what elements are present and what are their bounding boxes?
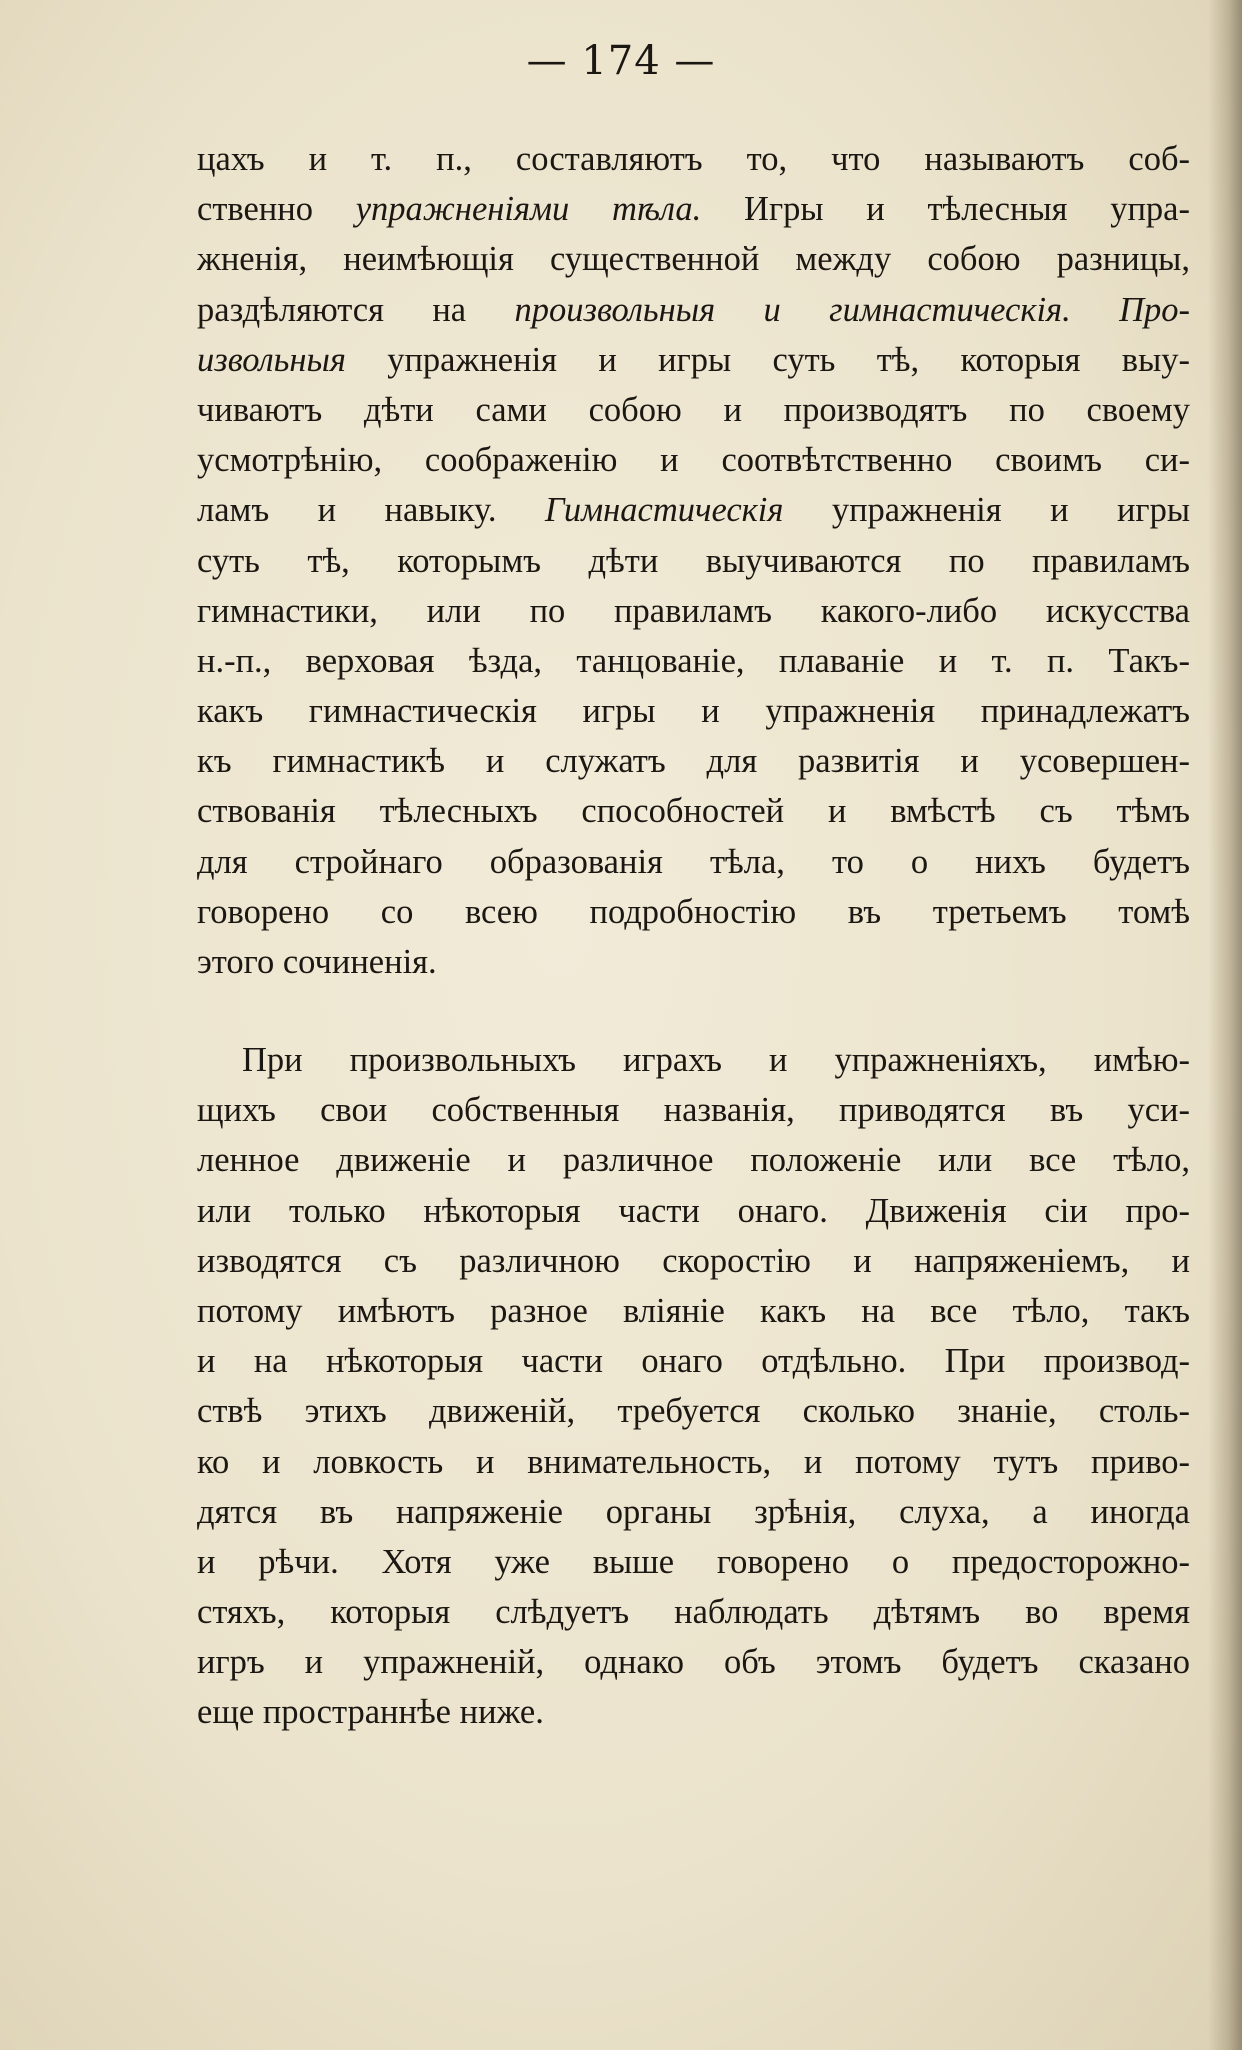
- text-line: [197, 1437, 1190, 1487]
- text-segment: дятся въ напряженіе органы зрѣнія, слуха, а иногда: [197, 1492, 1190, 1531]
- text-segment: какъ гимнастическія игры и упражненія принадлежатъ: [197, 692, 1190, 731]
- text-line: [197, 385, 1190, 435]
- text-segment: ствованія тѣлесныхъ способностей и вмѣстѣ съ тѣмъ: [197, 792, 1190, 831]
- text-segment: При произвольныхъ играхъ и упражненіяхъ, имѣю-: [242, 1041, 1190, 1079]
- text-line: [197, 1386, 1190, 1436]
- page-edge-shadow: [1208, 0, 1242, 2050]
- italic-text: произвольныя и гимнастическія. Про-: [514, 290, 1190, 329]
- text-segment: игръ и упражненій, однако объ этомъ будетъ сказано: [197, 1643, 1190, 1682]
- italic-text: извольныя: [197, 340, 346, 379]
- text-line: [197, 1286, 1190, 1336]
- text-line: [197, 1035, 1190, 1085]
- text-segment: и на нѣкоторыя части онаго отдѣльно. При производ-: [197, 1342, 1190, 1381]
- text-line: [197, 1487, 1190, 1537]
- text-segment: ленное движеніе и различное положеніе или все тѣло,: [197, 1141, 1190, 1180]
- text-segment: ламъ и навыку.: [197, 491, 545, 530]
- text-line: [197, 536, 1190, 586]
- text-segment: щихъ свои собственныя названія, приводятся въ уси-: [197, 1091, 1190, 1130]
- text-line: [197, 335, 1190, 385]
- text-segment: упражненія и игры: [783, 491, 1191, 530]
- text-segment: ко и ловкость и внимательность, и потому тутъ приво-: [197, 1442, 1190, 1481]
- text-segment: для стройнаго образованія тѣла, то о нихъ будетъ: [197, 842, 1190, 881]
- text-line: [197, 1587, 1190, 1637]
- text-line: [197, 1537, 1190, 1587]
- italic-text: упражненіями тѣла.: [355, 190, 702, 229]
- text-segment: говорено со всею подробностію въ третьемъ томѣ: [197, 892, 1190, 931]
- text-segment: ствѣ этихъ движеній, требуется сколько знаніе, столь-: [197, 1392, 1190, 1431]
- text-segment: и рѣчи. Хотя уже выше говорено о предосторожно-: [197, 1542, 1190, 1581]
- text-line: [197, 1085, 1190, 1135]
- text-segment: стяхъ, которыя слѣдуетъ наблюдать дѣтямъ во время: [197, 1593, 1190, 1632]
- text-segment: цахъ и т. п., составляютъ то, что называютъ соб-: [197, 140, 1190, 178]
- text-segment: жненія, неимѣющія существенной между собою разницы,: [197, 240, 1190, 279]
- text-line: [197, 786, 1190, 836]
- text-segment: упражненія и игры суть тѣ, которыя выу-: [345, 340, 1190, 379]
- text-segment: или только нѣкоторыя части онаго. Движенія сіи про-: [197, 1191, 1190, 1230]
- text-segment: къ гимнастикѣ и служатъ для развитія и усовершен-: [197, 742, 1190, 781]
- text-line: [197, 1135, 1190, 1185]
- text-segment: изводятся съ различною скоростію и напряженіемъ, и: [197, 1241, 1190, 1280]
- text-line: [197, 1236, 1190, 1286]
- text-line: [197, 937, 1190, 987]
- text-segment: Игры и тѣлесныя упра-: [701, 190, 1190, 229]
- paragraph-2: [197, 1035, 1190, 1738]
- text-line: [197, 1336, 1190, 1386]
- text-line: [197, 435, 1190, 485]
- text-segment: потому имѣютъ разное вліяніе какъ на все тѣло, такъ: [197, 1291, 1190, 1330]
- text-line: [197, 485, 1190, 535]
- text-line: [197, 285, 1190, 335]
- text-segment: еще пространнѣе ниже.: [197, 1693, 544, 1732]
- text-segment: усмотрѣнію, соображенію и соотвѣтственно своимъ си-: [197, 441, 1190, 480]
- text-line: [197, 736, 1190, 786]
- text-line: [197, 887, 1190, 937]
- text-line: [197, 234, 1190, 284]
- text-line: [197, 636, 1190, 686]
- text-line: [197, 837, 1190, 887]
- text-segment: гимнастики, или по правиламъ какого-либо искусства: [197, 591, 1190, 630]
- text-segment: суть тѣ, которымъ дѣти выучиваются по правиламъ: [197, 541, 1190, 580]
- text-segment: этого сочиненія.: [197, 943, 437, 981]
- text-segment: раздѣляются на: [197, 290, 515, 329]
- text-line: [197, 1637, 1190, 1687]
- text-line: [197, 586, 1190, 636]
- text-segment: н.-п., верховая ѣзда, танцованіе, плаваніе и т. п. Такъ-: [197, 641, 1190, 680]
- text-segment: ственно: [197, 190, 356, 229]
- text-segment: чиваютъ дѣти сами собою и производятъ по своему: [197, 390, 1190, 429]
- text-line: [197, 134, 1190, 184]
- italic-text: Гимнастическія: [544, 491, 784, 530]
- paragraph-1: [197, 134, 1190, 987]
- text-line: [197, 686, 1190, 736]
- text-line: [197, 184, 1190, 234]
- text-line: [197, 1186, 1190, 1236]
- page-number: — 174 —: [526, 38, 716, 84]
- text-line: [197, 1687, 1190, 1737]
